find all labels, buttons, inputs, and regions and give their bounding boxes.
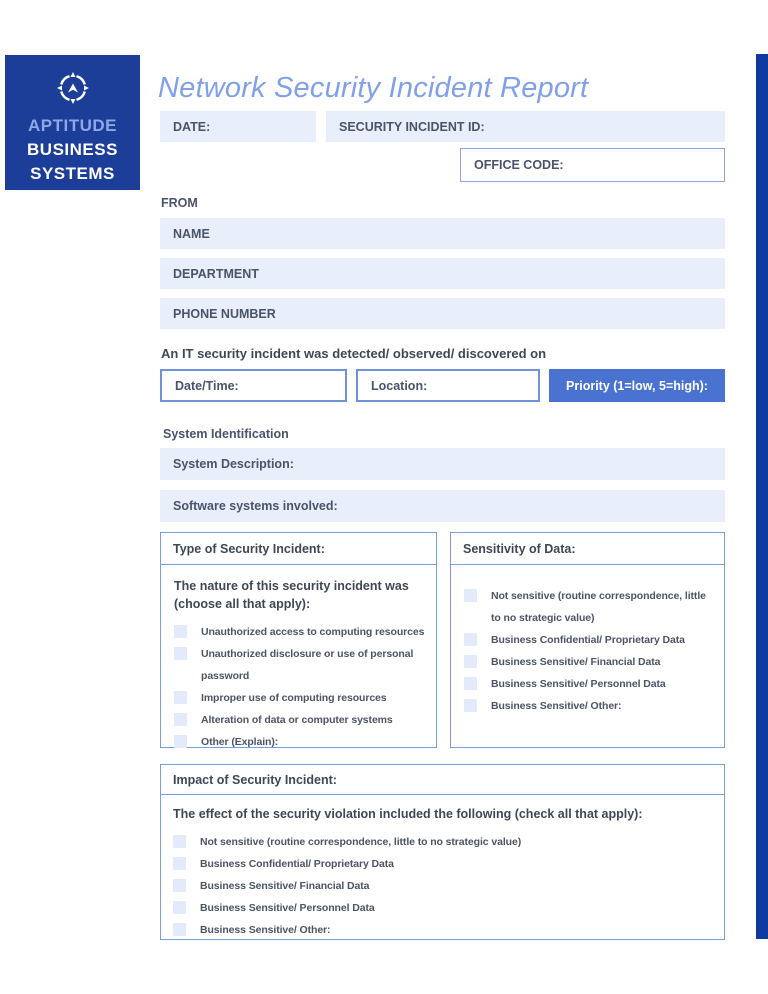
checkbox[interactable] bbox=[464, 655, 477, 668]
checkbox-option: Business Sensitive/ Other: bbox=[173, 919, 710, 941]
checkbox[interactable] bbox=[464, 677, 477, 690]
checkbox-option: Business Confidential/ Proprietary Data bbox=[173, 853, 710, 875]
checkbox-option: Improper use of computing resources bbox=[174, 687, 426, 709]
incident-type-header: Type of Security Incident: bbox=[160, 532, 437, 565]
checkbox-option: Business Sensitive/ Personnel Data bbox=[464, 673, 716, 695]
checkbox[interactable] bbox=[464, 699, 477, 712]
checkbox[interactable] bbox=[174, 625, 187, 638]
checkbox-option: Business Sensitive/ Financial Data bbox=[464, 651, 716, 673]
system-identification-label: System Identification bbox=[163, 427, 289, 441]
date-field[interactable]: DATE: bbox=[160, 111, 316, 142]
software-systems-field[interactable]: Software systems involved: bbox=[160, 490, 725, 522]
location-field[interactable]: Location: bbox=[356, 369, 540, 402]
checkbox-option: Business Sensitive/ Personnel Data bbox=[173, 897, 710, 919]
compass-target-icon bbox=[53, 68, 93, 108]
checkbox-option: Not sensitive (routine correspondence, little to no strategic value) bbox=[464, 585, 716, 629]
incident-type-intro: The nature of this security incident was (choose all that apply): bbox=[174, 579, 409, 611]
logo-text-systems: SYSTEMS bbox=[30, 164, 115, 183]
incident-type-box bbox=[160, 564, 437, 748]
from-label: FROM bbox=[161, 196, 198, 210]
right-accent-bar bbox=[756, 54, 768, 939]
checkbox-option: Unauthorized access to computing resources bbox=[174, 621, 426, 643]
company-logo bbox=[5, 55, 140, 190]
logo-text-aptitude: APTITUDE bbox=[28, 116, 117, 135]
checkbox[interactable] bbox=[174, 735, 187, 748]
security-incident-id-field[interactable]: SECURITY INCIDENT ID: bbox=[326, 111, 725, 142]
checkbox[interactable] bbox=[173, 879, 186, 892]
checkbox-option: Business Confidential/ Proprietary Data bbox=[464, 629, 716, 651]
logo-text-business: BUSINESS bbox=[27, 140, 118, 159]
checkbox-option: Alteration of data or computer systems bbox=[174, 709, 426, 731]
priority-field[interactable]: Priority (1=low, 5=high): bbox=[549, 369, 725, 402]
checkbox[interactable] bbox=[174, 691, 187, 704]
system-description-field[interactable]: System Description: bbox=[160, 448, 725, 480]
detection-intro-text: An IT security incident was detected/ observed/ discovered on bbox=[161, 346, 547, 361]
checkbox-option: Other (Explain): bbox=[174, 731, 426, 753]
impact-header: Impact of Security Incident: bbox=[160, 764, 725, 795]
checkbox[interactable] bbox=[173, 923, 186, 936]
office-code-field[interactable]: OFFICE CODE: bbox=[460, 148, 725, 182]
checkbox-option: Not sensitive (routine correspondence, little to no strategic value) bbox=[173, 831, 710, 853]
checkbox-option: Business Sensitive/ Financial Data bbox=[173, 875, 710, 897]
sensitivity-header: Sensitivity of Data: bbox=[450, 532, 725, 565]
datetime-field[interactable]: Date/Time: bbox=[160, 369, 347, 402]
page-title: Network Security Incident Report bbox=[158, 72, 589, 105]
checkbox[interactable] bbox=[464, 589, 477, 602]
impact-box bbox=[160, 794, 725, 940]
checkbox[interactable] bbox=[173, 901, 186, 914]
checkbox-option: Business Sensitive/ Other: bbox=[464, 695, 716, 717]
department-field[interactable]: DEPARTMENT bbox=[160, 258, 725, 289]
checkbox[interactable] bbox=[464, 633, 477, 646]
sensitivity-box bbox=[450, 564, 725, 748]
checkbox[interactable] bbox=[173, 857, 186, 870]
checkbox[interactable] bbox=[173, 835, 186, 848]
checkbox-option: Unauthorized disclosure or use of personal password bbox=[174, 643, 426, 687]
checkbox[interactable] bbox=[174, 647, 187, 660]
phone-number-field[interactable]: PHONE NUMBER bbox=[160, 298, 725, 329]
name-field[interactable]: NAME bbox=[160, 218, 725, 249]
checkbox[interactable] bbox=[174, 713, 187, 726]
impact-intro: The effect of the security violation included the following (check all that apply): bbox=[173, 807, 643, 821]
